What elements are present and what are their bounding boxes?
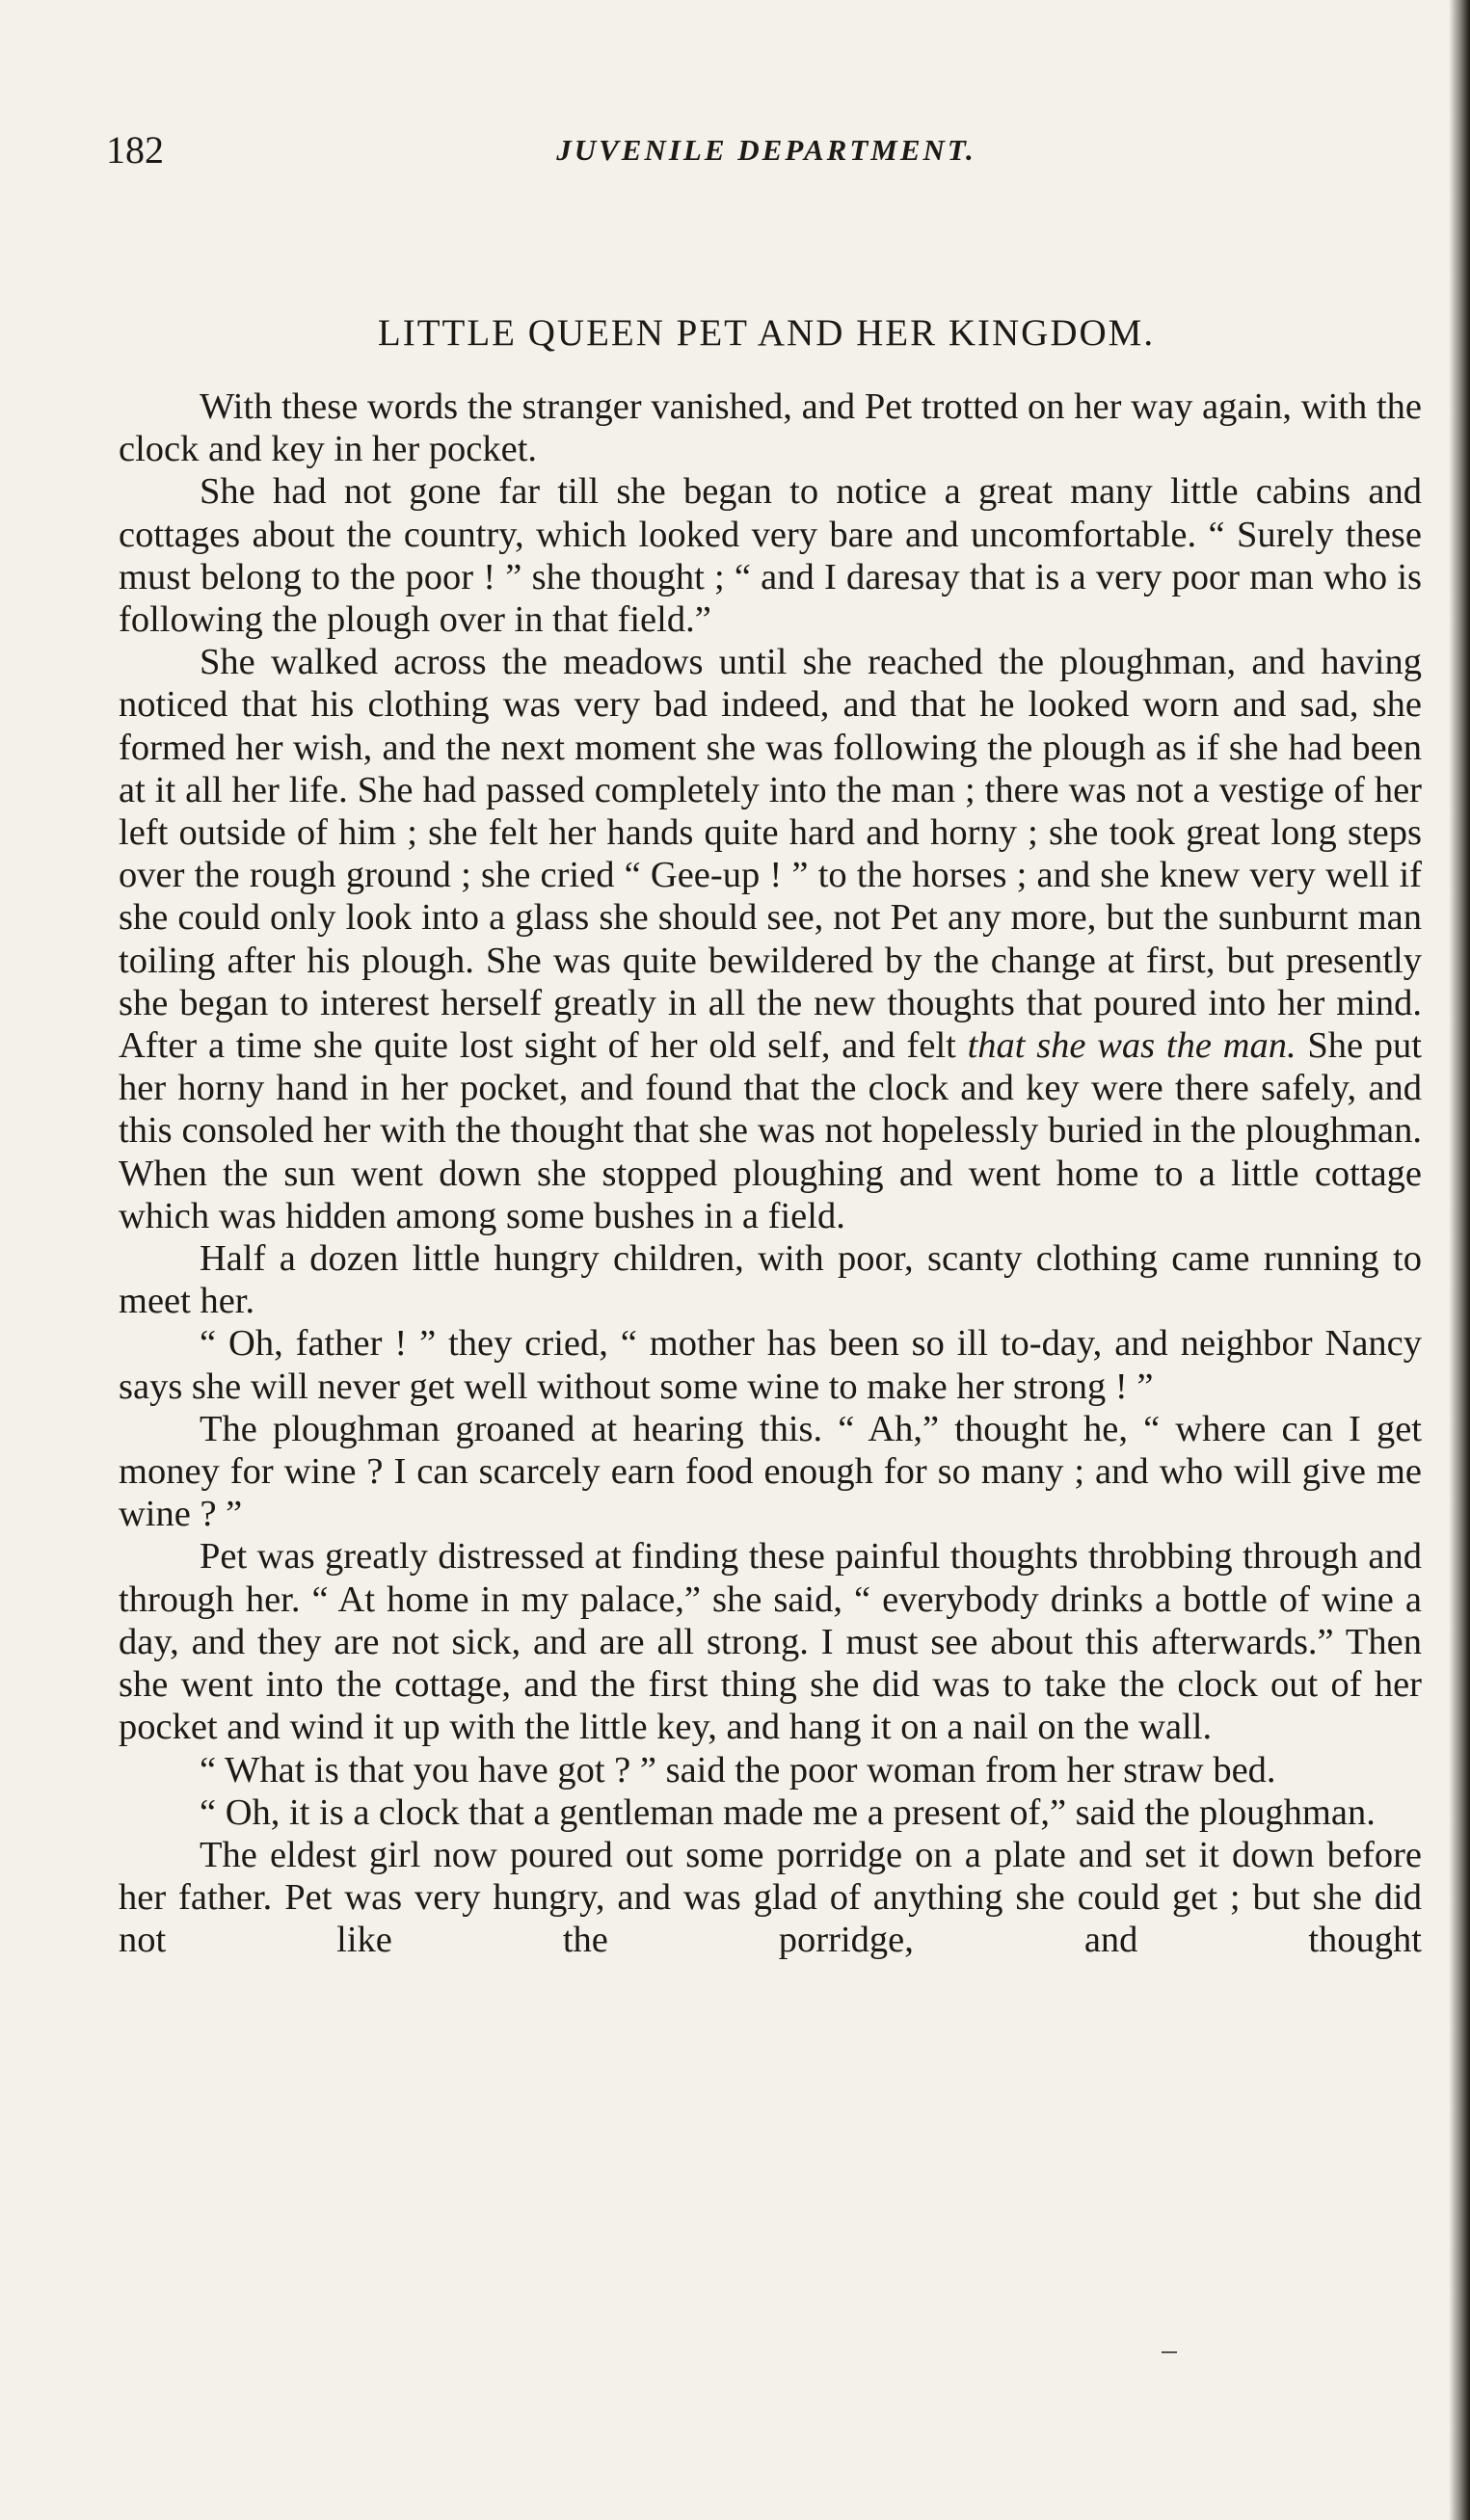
paragraph — [119, 641, 1422, 1237]
stray-mark — [1162, 2351, 1177, 2353]
paragraph: She had not gone far till she began to notice a great many little cabins and cottages about the country, which looked very bare and uncomfortable. “ Surely these must belong to the poor ! ” she thought ; “ and I daresay that is a very poor man who is following the plough over in that field.” — [119, 471, 1422, 641]
body-text — [119, 385, 1422, 1962]
paragraph: “ What is that you have got ? ” said the poor woman from her straw bed. — [200, 1749, 1276, 1791]
paragraph: “ Oh, it is a clock that a gentleman made me a present of,” said the ploughman. — [200, 1791, 1376, 1833]
paragraph: Half a dozen little hungry children, with poor, scanty clothing came running to meet her. — [119, 1238, 1422, 1322]
paragraph: “ Oh, father ! ” they cried, “ mother has been so ill to-day, and neighbor Nancy says she will never get well without some wine to make her strong ! ” — [119, 1323, 1422, 1407]
page-number: 182 — [106, 128, 164, 172]
paragraph-text: She walked across the meadows until she reached the ploughman, and having noticed that his clothing was very bad indeed, and that he looked worn and sad, she formed her wish, and the next moment she was following the plough as if she had been at it all her life. She had passed completely into the man ; there was not a vestige of her left outside of him ; she felt her hands quite hard and horny ; she took great long steps over the rough ground ; she cried “ Gee-up ! ” to the horses ; and she knew very well if she could only look into a glass she should see, not Pet any more, but the sunburnt man toiling after his plough. She was quite bewildered by the change at first, but presently she began to interest herself greatly in all the new thoughts that poured into her mind. After a time she quite lost sight of her old self, and felt — [119, 642, 1422, 1067]
paragraph: The ploughman groaned at hearing this. “ Ah,” thought he, “ where can I get money for wine ? I can scarcely earn food enough for so many ; and who will give me wine ? ” — [119, 1408, 1422, 1535]
paragraph: Pet was greatly distressed at finding these painful thoughts throbbing through and through her. “ At home in my palace,” she said, “ everybody drinks a bottle of wine a day, and they are not sick, and are all strong. I must see about this afterwards.” Then she went into the cottage, and the first thing she did was to take the clock out of her pocket and wind it up with the little key, and hang it on a nail on the wall. — [119, 1536, 1422, 1748]
running-head — [106, 127, 1427, 185]
paragraph: With these words the stranger vanished, and Pet trotted on her way again, with the clock and key in her pocket. — [119, 386, 1422, 470]
emphasis-text: that she was the man. — [967, 1025, 1296, 1067]
paragraph-text: She put her horny hand in her pocket, and found that the clock and key were there safely, and this consoled her with the thought that she was not hopelessly buried in the ploughman. When the sun went down she stopped ploughing and went home to a little cottage which was hidden among some bushes in a field. — [119, 1025, 1423, 1236]
paragraph: The eldest girl now poured out some porridge on a plate and set it down before her father. Pet was very hungry, and was glad of anything she could get ; but she did not like the porridge, and thought — [119, 1834, 1422, 1961]
chapter-title: LITTLE QUEEN PET AND HER KINGDOM. — [377, 312, 1156, 354]
running-title: JUVENILE DEPARTMENT. — [556, 133, 976, 167]
binding-edge — [1449, 0, 1470, 2520]
